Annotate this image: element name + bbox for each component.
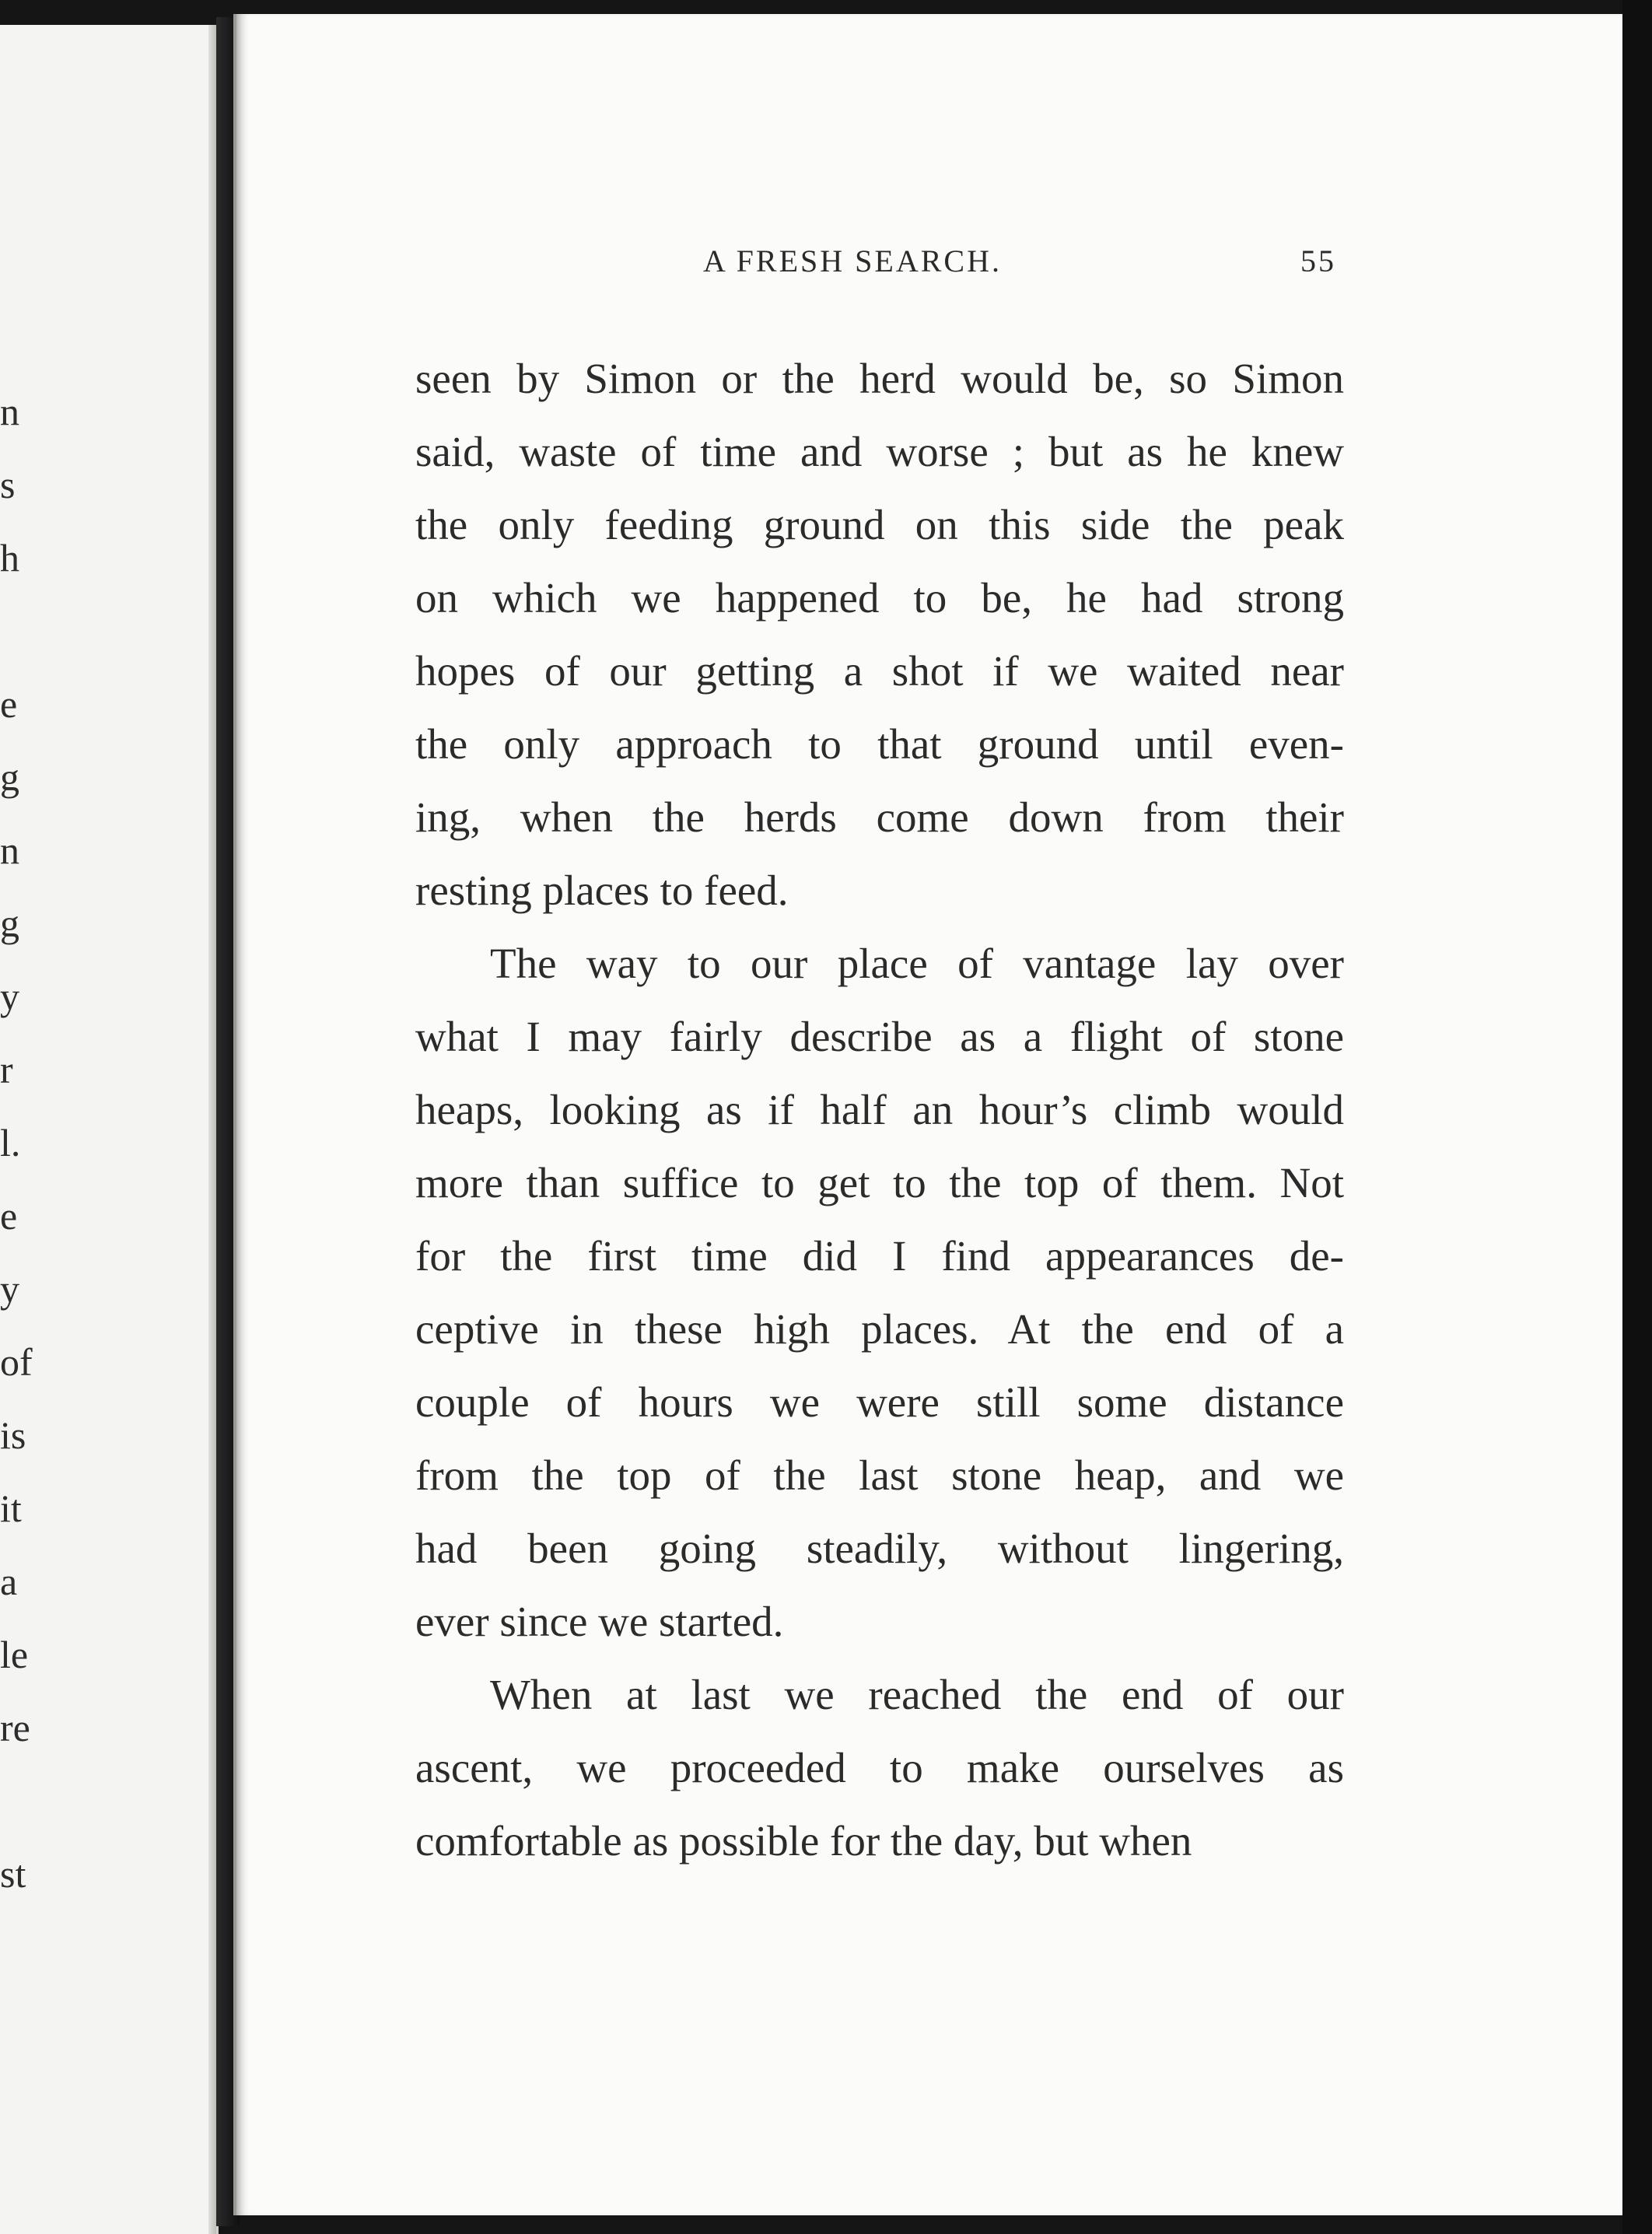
text-line: ing, when the herds come down from their xyxy=(415,793,1344,841)
facing-page-text-fragments xyxy=(0,25,216,2234)
paragraph xyxy=(415,1658,1344,1878)
facing-page-fragment: r xyxy=(0,1048,13,1091)
text-line: couple of hours we were still some distance xyxy=(415,1378,1344,1426)
text-line: seen by Simon or the herd would be, so Simon xyxy=(415,355,1344,402)
running-header xyxy=(703,243,1336,289)
facing-page-fragment: re xyxy=(0,1706,30,1749)
text-line: the only feeding ground on this side the peak xyxy=(415,501,1344,548)
facing-page-fragment: le xyxy=(0,1633,29,1676)
facing-page-fragment: a xyxy=(0,1560,18,1603)
facing-page-fragment: e xyxy=(0,682,18,726)
page-number: 55 xyxy=(1300,243,1336,278)
facing-page-left xyxy=(0,25,219,2234)
text-line: on which we happened to be, he had strong xyxy=(415,574,1344,622)
text-line: said, waste of time and worse ; but as he knew xyxy=(415,428,1344,475)
text-line: resting places to feed. xyxy=(415,867,789,914)
facing-page-fragment: n xyxy=(0,390,19,433)
facing-page-fragment: n xyxy=(0,828,19,872)
text-line: what I may fairly describe as a flight of stone xyxy=(415,1013,1344,1060)
facing-page-fragment: of xyxy=(0,1340,33,1384)
text-line: ever since we started. xyxy=(415,1598,784,1645)
facing-page-fragment: y xyxy=(0,1267,19,1311)
text-line: ascent, we proceeded to make ourselves as xyxy=(415,1744,1344,1791)
text-line: more than suffice to get to the top of them. Not xyxy=(415,1159,1344,1206)
text-line: had been going steadily, without lingering, xyxy=(415,1525,1344,1572)
facing-page-fragment: st xyxy=(0,1852,26,1896)
facing-page-fragment: it xyxy=(0,1486,22,1530)
text-line: When at last we reached the end of our xyxy=(490,1671,1344,1718)
text-line: ceptive in these high places. At the end of a xyxy=(415,1305,1344,1353)
body-text xyxy=(415,342,1344,1878)
facing-page-fragment: y xyxy=(0,975,19,1018)
facing-page-fragment: s xyxy=(0,463,16,506)
scan-right-edge xyxy=(1622,0,1652,2234)
facing-page-fragment: g xyxy=(0,755,19,799)
text-line: The way to our place of vantage lay over xyxy=(490,940,1344,987)
facing-page-fragment: e xyxy=(0,1194,18,1238)
facing-page-fragment: g xyxy=(0,902,19,945)
facing-page-fragment: l. xyxy=(0,1121,21,1164)
paragraph xyxy=(415,927,1344,1658)
text-line: for the first time did I find appearances de- xyxy=(415,1232,1344,1280)
facing-page-fragment: is xyxy=(0,1413,26,1457)
paragraph xyxy=(415,342,1344,927)
facing-page-fragment: h xyxy=(0,536,19,580)
running-title: A FRESH SEARCH. xyxy=(703,243,1002,278)
text-line: the only approach to that ground until even- xyxy=(415,720,1344,768)
text-line: from the top of the last stone heap, and we xyxy=(415,1451,1344,1499)
text-line: comfortable as possible for the day, but when xyxy=(415,1817,1192,1865)
text-line: hopes of our getting a shot if we waited near xyxy=(415,647,1344,695)
text-line: heaps, looking as if half an hour’s climb would xyxy=(415,1086,1344,1133)
